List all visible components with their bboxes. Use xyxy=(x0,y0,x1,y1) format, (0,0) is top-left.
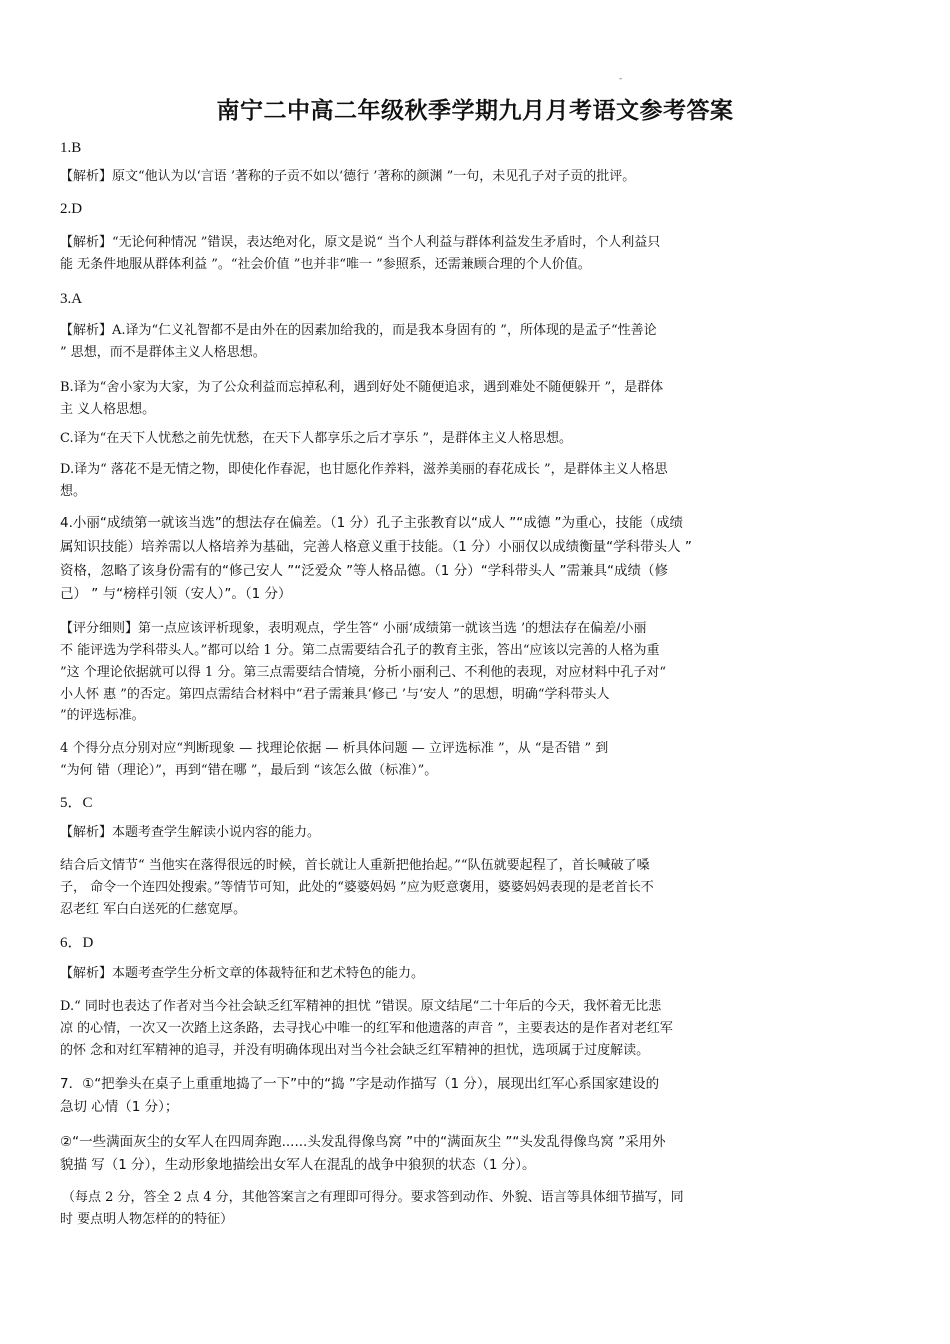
rubric-q4-line-2: 不 能评选为学科带头人。”都可以给 1 分。第二点需要结合孔子的教育主张，答出“应该以完善的人格为重 xyxy=(60,643,660,658)
rubric-q4-line-4: 小人怀 惠 ”的否定。第四点需结合材料中“君子需兼具‘修己 ’与‘安人 ”的思想，明确“学科带头人 xyxy=(60,687,610,702)
answer-label-q2: 2.D xyxy=(60,201,83,217)
analysis-q3a-line-1: 【解析】A.译为“仁义礼智都不是由外在的因素加给我的，而是我本身固有的 ”，所体现的是孟子“性善论 xyxy=(60,323,657,338)
rubric-q4-line-1: 【评分细则】第一点应该评析现象，表明观点，学生答“ 小丽‘成绩第一就该当选 ’的想法存在偏差/小丽 xyxy=(60,621,647,636)
rubric-q4-line-5: ”的评选标准。 xyxy=(60,708,145,723)
note-q7-line-1: （每点 2 分，答全 2 点 4 分，其他答案言之有理即可得分。要求答到动作、外貌、语言等具体细节描写，同 xyxy=(62,1190,684,1205)
detail-q6-line-2: 凉 的心情，一次又一次踏上这条路，去寻找心中唯一的红军和他遗落的声音 ”，主要表达的是作者对老红军 xyxy=(60,1021,673,1036)
page-title: 南宁二中高二年级秋季学期九月月考语文参考答案 xyxy=(216,98,734,124)
summary-q4-line-1: 4 个得分点分别对应“判断现象 — 找理论依据 — 析具体问题 — 立评选标准 ”，从 “是否错 ” 到 xyxy=(60,741,609,756)
analysis-q6-line-1: 【解析】本题考查学生分析文章的体裁特征和艺术特色的能力。 xyxy=(60,966,425,981)
rubric-q4-line-3: ”这 个理论依据就可以得 1 分。第三点需要结合情境，分析小丽利己、不利他的表现，对应材料中孔子对“ xyxy=(60,665,666,680)
analysis-q5-line-1: 【解析】本题考查学生解读小说内容的能力。 xyxy=(60,825,321,840)
detail-q6-line-1: D.“ 同时也表达了作者对当今社会缺乏红军精神的担忧 ”错误。原文结尾“二十年后的今天，我怀着无比悲 xyxy=(60,999,662,1014)
summary-q4-line-2: “为何 错（理论）”，再到“错在哪 ”，最后到 “该怎么做（标准）”。 xyxy=(60,763,438,778)
answer-q7-point-1-line-1: 7．①“把拳头在桌子上重重地捣了一下”中的“捣 ”字是动作描写（1 分），展现出红军心系国家建设的 xyxy=(60,1076,660,1092)
analysis-q2-line-1: 【解析】“无论何种情况 ”错误，表达绝对化，原文是说“ 当个人利益与群体利益发生矛盾时，个人利益只 xyxy=(60,235,661,250)
analysis-q3d-line-2: 想。 xyxy=(60,484,87,499)
analysis-q3b-line-1: B.译为“舍小家为大家，为了公众利益而忘掉私利，遇到好处不随便追求，遇到难处不随便躲开 ”，是群体 xyxy=(60,380,664,395)
answer-q4-line-3: 资格，忽略了该身份需有的“修己安人 ”“泛爱众 ”等人格品德。（1 分）“学科带头人 ”需兼具“成绩（修 xyxy=(60,563,668,579)
answer-q7-point-2-line-1: ②“一些满面灰尘的女军人在四周奔跑......头发乱得像鸟窝 ”中的“满面灰尘 ”“头发乱得像鸟窝 ”采用外 xyxy=(60,1134,666,1150)
analysis-q3b-line-2: 主 义人格思想。 xyxy=(60,402,156,417)
detail-q5-line-1: 结合后文情节“ 当他实在落得很远的时候，首长就让人重新把他抬起。”“队伍就要起程了，首长喊破了嗓 xyxy=(60,858,650,873)
analysis-q3a-line-2: ” 思想，而不是群体主义人格思想。 xyxy=(60,345,266,360)
note-q7-line-2: 时 要点明人物怎样的的特征） xyxy=(60,1212,234,1227)
answer-q4-line-1: 4.小丽“成绩第一就该当选”的想法存在偏差。（1 分）孔子主张教育以“成人 ”“成德 ”为重心，技能（成绩 xyxy=(60,515,684,531)
detail-q6-line-3: 的怀 念和对红军精神的追寻，并没有明确体现出对当今社会缺乏红军精神的担忧，选项属于过度解读。 xyxy=(60,1043,650,1058)
answer-label-q5: 5．C xyxy=(60,795,93,811)
answer-label-q6: 6．D xyxy=(60,935,94,951)
answer-label-q3: 3.A xyxy=(60,291,83,307)
answer-q4-line-2: 属知识技能）培养需以人格培养为基础，完善人格意义重于技能。（1 分）小丽仅以成绩衡量“学科带头人 ” xyxy=(60,539,692,555)
analysis-q1-line-1: 【解析】原文“他认为以‘言语 ’著称的子贡不如以‘德行 ’著称的颜渊 ”一句，未见孔子对子贡的批评。 xyxy=(60,169,636,184)
analysis-q3c-line-1: C.译为“在天下人忧愁之前先忧愁，在天下人都享乐之后才享乐 ”，是群体主义人格思想。 xyxy=(60,431,573,446)
detail-q5-line-3: 忍老红 军白白送死的仁慈宽厚。 xyxy=(60,902,247,917)
analysis-q3d-line-1: D.译为“ 落花不是无情之物，即使化作春泥，也甘愿化作养料，滋养美丽的春花成长 ”，是群体主义人格思 xyxy=(60,462,668,477)
answer-q7-point-2-line-2: 貌描 写（1 分），生动形象地描绘出女军人在混乱的战争中狼狈的状态（1 分）。 xyxy=(60,1157,536,1173)
detail-q5-line-2: 子， 命令一个连四处搜索。”等情节可知，此处的“婆婆妈妈 ”应为贬意褒用，婆婆妈妈表现的是老首长不 xyxy=(60,880,654,895)
header-mark: - xyxy=(619,74,623,84)
answer-q7-point-1-line-2: 急切 心情（1 分）； xyxy=(60,1099,179,1115)
answer-q4-line-4: 己） ” 与“榜样引领（安人）”。（1 分） xyxy=(60,586,292,602)
analysis-q2-line-2: 能 无条件地服从群体利益 ”。“社会价值 ”也并非“唯一 ”参照系，还需兼顾合理的个人价值。 xyxy=(60,257,591,272)
answer-label-q1: 1.B xyxy=(60,140,82,156)
